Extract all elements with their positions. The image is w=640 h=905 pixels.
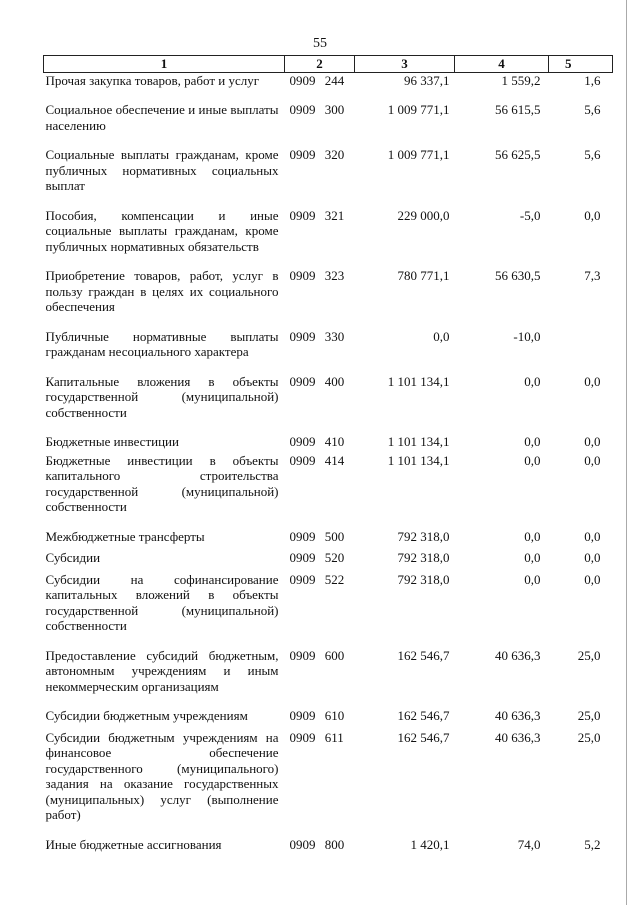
table-row [44,837,613,853]
row-code: 0909 522 [289,571,345,587]
row-code: 0909 244 [289,72,345,88]
column-header-3: 3 [355,56,455,73]
row-spacer [44,194,613,208]
row-name: Социальное обеспечение и иные выплаты населению [45,102,279,133]
row-spacer [44,515,613,529]
row-col5: 5,2 [584,836,601,852]
row-name: Пособия, компенсации и иные социальные выплаты гражданам, кроме публичных нормативных обязательств [45,207,279,254]
table-row [44,708,613,724]
row-col3: 780 771,1 [397,268,450,283]
table-row [44,453,613,515]
row-spacer [44,694,613,708]
row-name: Субсидии бюджетным учреждениям [45,708,248,723]
row-col5: 0,0 [584,207,601,223]
row-spacer [44,634,613,648]
table-row [44,648,613,695]
table-row [44,572,613,634]
row-col3: 1 420,1 [410,836,450,852]
row-col4: 40 636,3 [495,729,541,745]
row-code: 0909 414 [289,452,345,468]
row-code: 0909 520 [289,550,345,565]
row-col4: 0,0 [524,434,541,449]
table-row [44,147,613,194]
row-col5: 1,6 [584,72,601,88]
row-col4: 0,0 [524,452,541,468]
row-spacer [44,360,613,374]
row-col4: 0,0 [524,528,541,544]
table-row [44,730,613,823]
row-col4: 56 630,5 [495,268,541,283]
row-col4: 40 636,3 [495,708,541,723]
row-col5: 25,0 [577,708,601,723]
row-name: Субсидии на софинансирование капитальных вложений в объекты государственной (муниципальной) собственности [45,571,279,633]
row-name: Бюджетные инвестиции в объекты капитального строительства государственной (муниципальной) собственности [45,452,279,514]
table-header-row [44,56,613,73]
row-spacer [44,88,613,102]
row-col5: 0,0 [584,550,601,565]
row-name: Публичные нормативные выплаты гражданам несоциального характера [45,328,279,359]
table-row [44,102,613,133]
row-col5: 25,0 [577,729,601,745]
row-code: 0909 610 [289,708,345,723]
column-header-4: 4 [455,56,549,73]
table-row [44,208,613,255]
row-spacer [44,823,613,837]
table-row [44,268,613,315]
row-col4: 56 625,5 [495,147,541,162]
table-row [44,550,613,566]
row-col3: 1 101 134,1 [387,452,450,468]
row-col4: 56 615,5 [495,102,541,117]
row-name: Межбюджетные трансферты [45,528,205,544]
row-code: 0909 320 [289,147,345,162]
row-col5: 25,0 [577,647,601,663]
row-code: 0909 323 [289,268,345,283]
row-col3: 1 101 134,1 [387,373,450,389]
row-col3: 162 546,7 [397,647,450,663]
row-code: 0909 321 [289,207,345,223]
row-col3: 162 546,7 [397,729,450,745]
row-code: 0909 330 [289,328,345,344]
table-row [44,72,613,88]
row-col5: 0,0 [584,528,601,544]
page-number: 55 [313,36,327,51]
row-name: Субсидии [45,550,101,565]
column-header-5: 5 [549,56,613,73]
row-code: 0909 500 [289,528,345,544]
row-col5 [549,329,613,360]
row-col5: 5,6 [584,147,601,162]
row-code: 0909 300 [289,102,345,117]
row-code: 0909 800 [289,836,345,852]
table-row [44,329,613,360]
row-col5: 0,0 [584,434,601,449]
row-col4: -5,0 [519,207,541,223]
row-name: Бюджетные инвестиции [45,434,179,449]
table-row [44,434,613,450]
row-col5: 5,6 [584,102,601,117]
column-header-2: 2 [285,56,355,73]
row-spacer [44,133,613,147]
row-code: 0909 400 [289,373,345,389]
row-name: Социальные выплаты гражданам, кроме публичных нормативных социальных выплат [45,147,279,193]
row-name: Приобретение товаров, работ, услуг в пользу граждан в целях их социального обеспечения [45,268,279,314]
row-col4: 40 636,3 [495,647,541,663]
row-name: Капитальные вложения в объекты государственной (муниципальной) собственности [45,373,279,420]
row-col3: 792 318,0 [397,528,450,544]
row-spacer [44,315,613,329]
column-header-1: 1 [44,56,285,73]
row-code: 0909 410 [289,434,345,449]
row-col5: 0,0 [584,452,601,468]
row-code: 0909 611 [289,729,344,745]
row-spacer [44,254,613,268]
row-name: Предоставление субсидий бюджетным, автономным учреждениям и иным некоммерческим организациям [45,647,279,694]
row-col5: 0,0 [584,373,601,389]
row-col3: 96 337,1 [404,72,450,88]
row-col4: -10,0 [513,328,541,344]
row-name: Иные бюджетные ассигнования [45,836,222,852]
row-col4: 0,0 [524,550,541,565]
budget-table [43,55,613,852]
page-edge-line [626,0,627,905]
row-col4: 74,0 [517,836,541,852]
row-col4: 0,0 [524,571,541,587]
row-col5: 7,3 [584,268,601,283]
row-col3: 792 318,0 [397,550,450,565]
row-col3: 792 318,0 [397,571,450,587]
table-row [44,529,613,545]
row-col3: 1 009 771,1 [387,147,450,162]
row-col3: 1 101 134,1 [387,434,450,449]
row-col4: 1 559,2 [501,72,541,88]
row-col3: 0,0 [433,328,450,344]
row-code: 0909 600 [289,647,345,663]
row-col4: 0,0 [524,373,541,389]
table-row [44,374,613,421]
row-col3: 162 546,7 [397,708,450,723]
row-col5: 0,0 [584,571,601,587]
row-col3: 229 000,0 [397,207,450,223]
row-spacer [44,420,613,434]
row-name: Субсидии бюджетным учреждениям на финансовое обеспечение государственного (муниципального) задания на оказание государственных (муниципальных) услуг (выполнение работ) [45,729,279,822]
row-col3: 1 009 771,1 [387,102,450,117]
row-name: Прочая закупка товаров, работ и услуг [45,72,260,88]
